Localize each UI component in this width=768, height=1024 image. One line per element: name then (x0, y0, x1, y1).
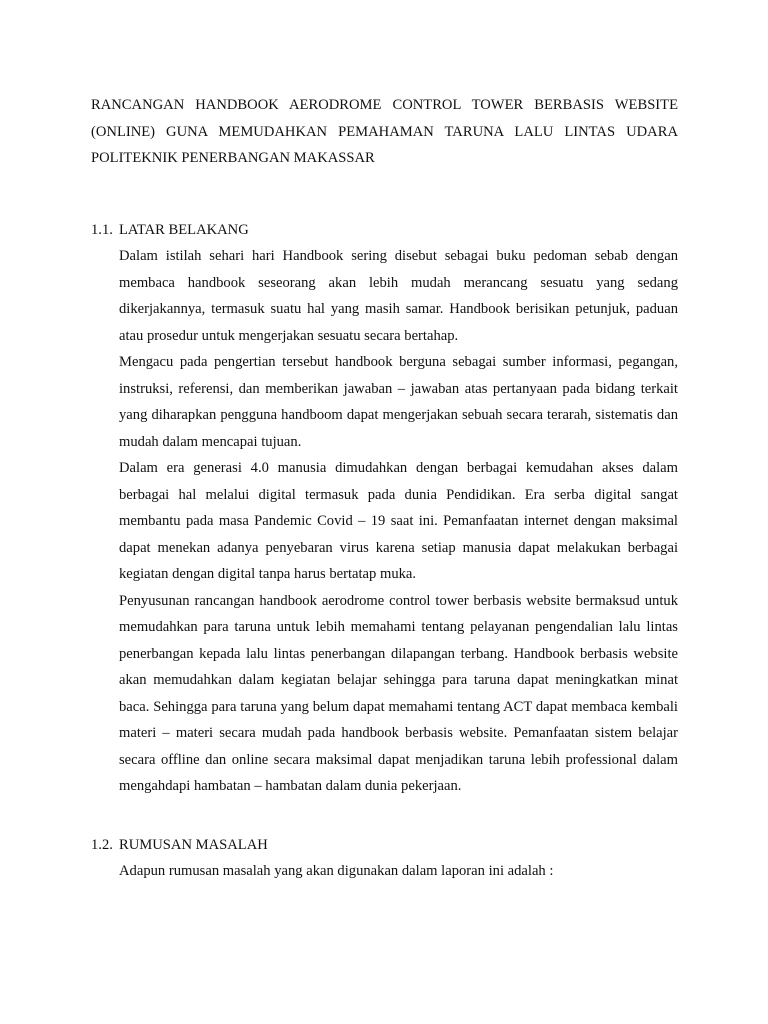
section-title: LATAR BELAKANG (119, 222, 249, 238)
paragraph: Dalam era generasi 4.0 manusia dimudahkan dengan berbagai kemudahan akses dalam berbagai hal melalui digital termasuk pada dunia Pendidikan. Era serba digital sangat membantu pada masa Pandemic Covid – 19 saat ini. Pemanfaatan internet dengan maksimal dapat menekan adanya penyebaran virus karena setiap manusia dapat melakukan berbagai kegiatan dengan digital tanpa harus bertatap muka. (119, 460, 678, 582)
section-title: RUMUSAN MASALAH (119, 837, 268, 853)
section-body-latar-belakang (119, 243, 678, 800)
paragraph: Adapun rumusan masalah yang akan digunakan dalam laporan ini adalah : (119, 863, 554, 879)
section-body-rumusan-masalah (119, 858, 678, 885)
paragraph: Dalam istilah sehari hari Handbook sering disebut sebagai buku pedoman sebab dengan membaca handbook seseorang akan lebih mudah merancang sesuatu yang sedang dikerjakannya, termasuk suatu hal yang masih samar. Handbook berisikan petunjuk, paduan atau prosedur untuk mengerjakan sesuatu secara bertahap. (119, 248, 678, 344)
section-number: 1.1. (91, 222, 113, 238)
section-heading-latar-belakang (91, 217, 249, 244)
section-heading-rumusan-masalah (91, 832, 268, 859)
document-title: RANCANGAN HANDBOOK AERODROME CONTROL TOWER BERBASIS WEBSITE (ONLINE) GUNA MEMUDAHKAN PEMAHAMAN TARUNA LALU LINTAS UDARA POLITEKNIK PENERBANGAN MAKASSAR (91, 97, 678, 166)
paragraph: Mengacu pada pengertian tersebut handbook berguna sebagai sumber informasi, pegangan, instruksi, referensi, dan memberikan jawaban – jawaban atas pertanyaan pada bidang terkait yang diharapkan pengguna handboom dapat mengerjakan sebuah secara terarah, sistematis dan mudah dalam mencapai tujuan. (119, 354, 678, 450)
section-number: 1.2. (91, 837, 113, 853)
paragraph: Penyusunan rancangan handbook aerodrome control tower berbasis website bermaksud untuk memudahkan para taruna untuk lebih memahami tentang pelayanan pengendalian lalu lintas penerbangan kepada lalu lintas penerbangan dilapangan terbang. Handbook berbasis website akan memudahkan dalam kegiatan belajar sehingga para taruna dapat meningkatkan minat baca. Sehingga para taruna yang belum dapat memahami tentang ACT dapat membaca kembali materi – materi secara mudah pada handbook berbasis website. Pemanfaatan sistem belajar secara offline dan online secara maksimal dapat menjadikan taruna lebih professional dalam mengahdapi hambatan – hambatan dalam dunia pekerjaan. (119, 592, 678, 794)
